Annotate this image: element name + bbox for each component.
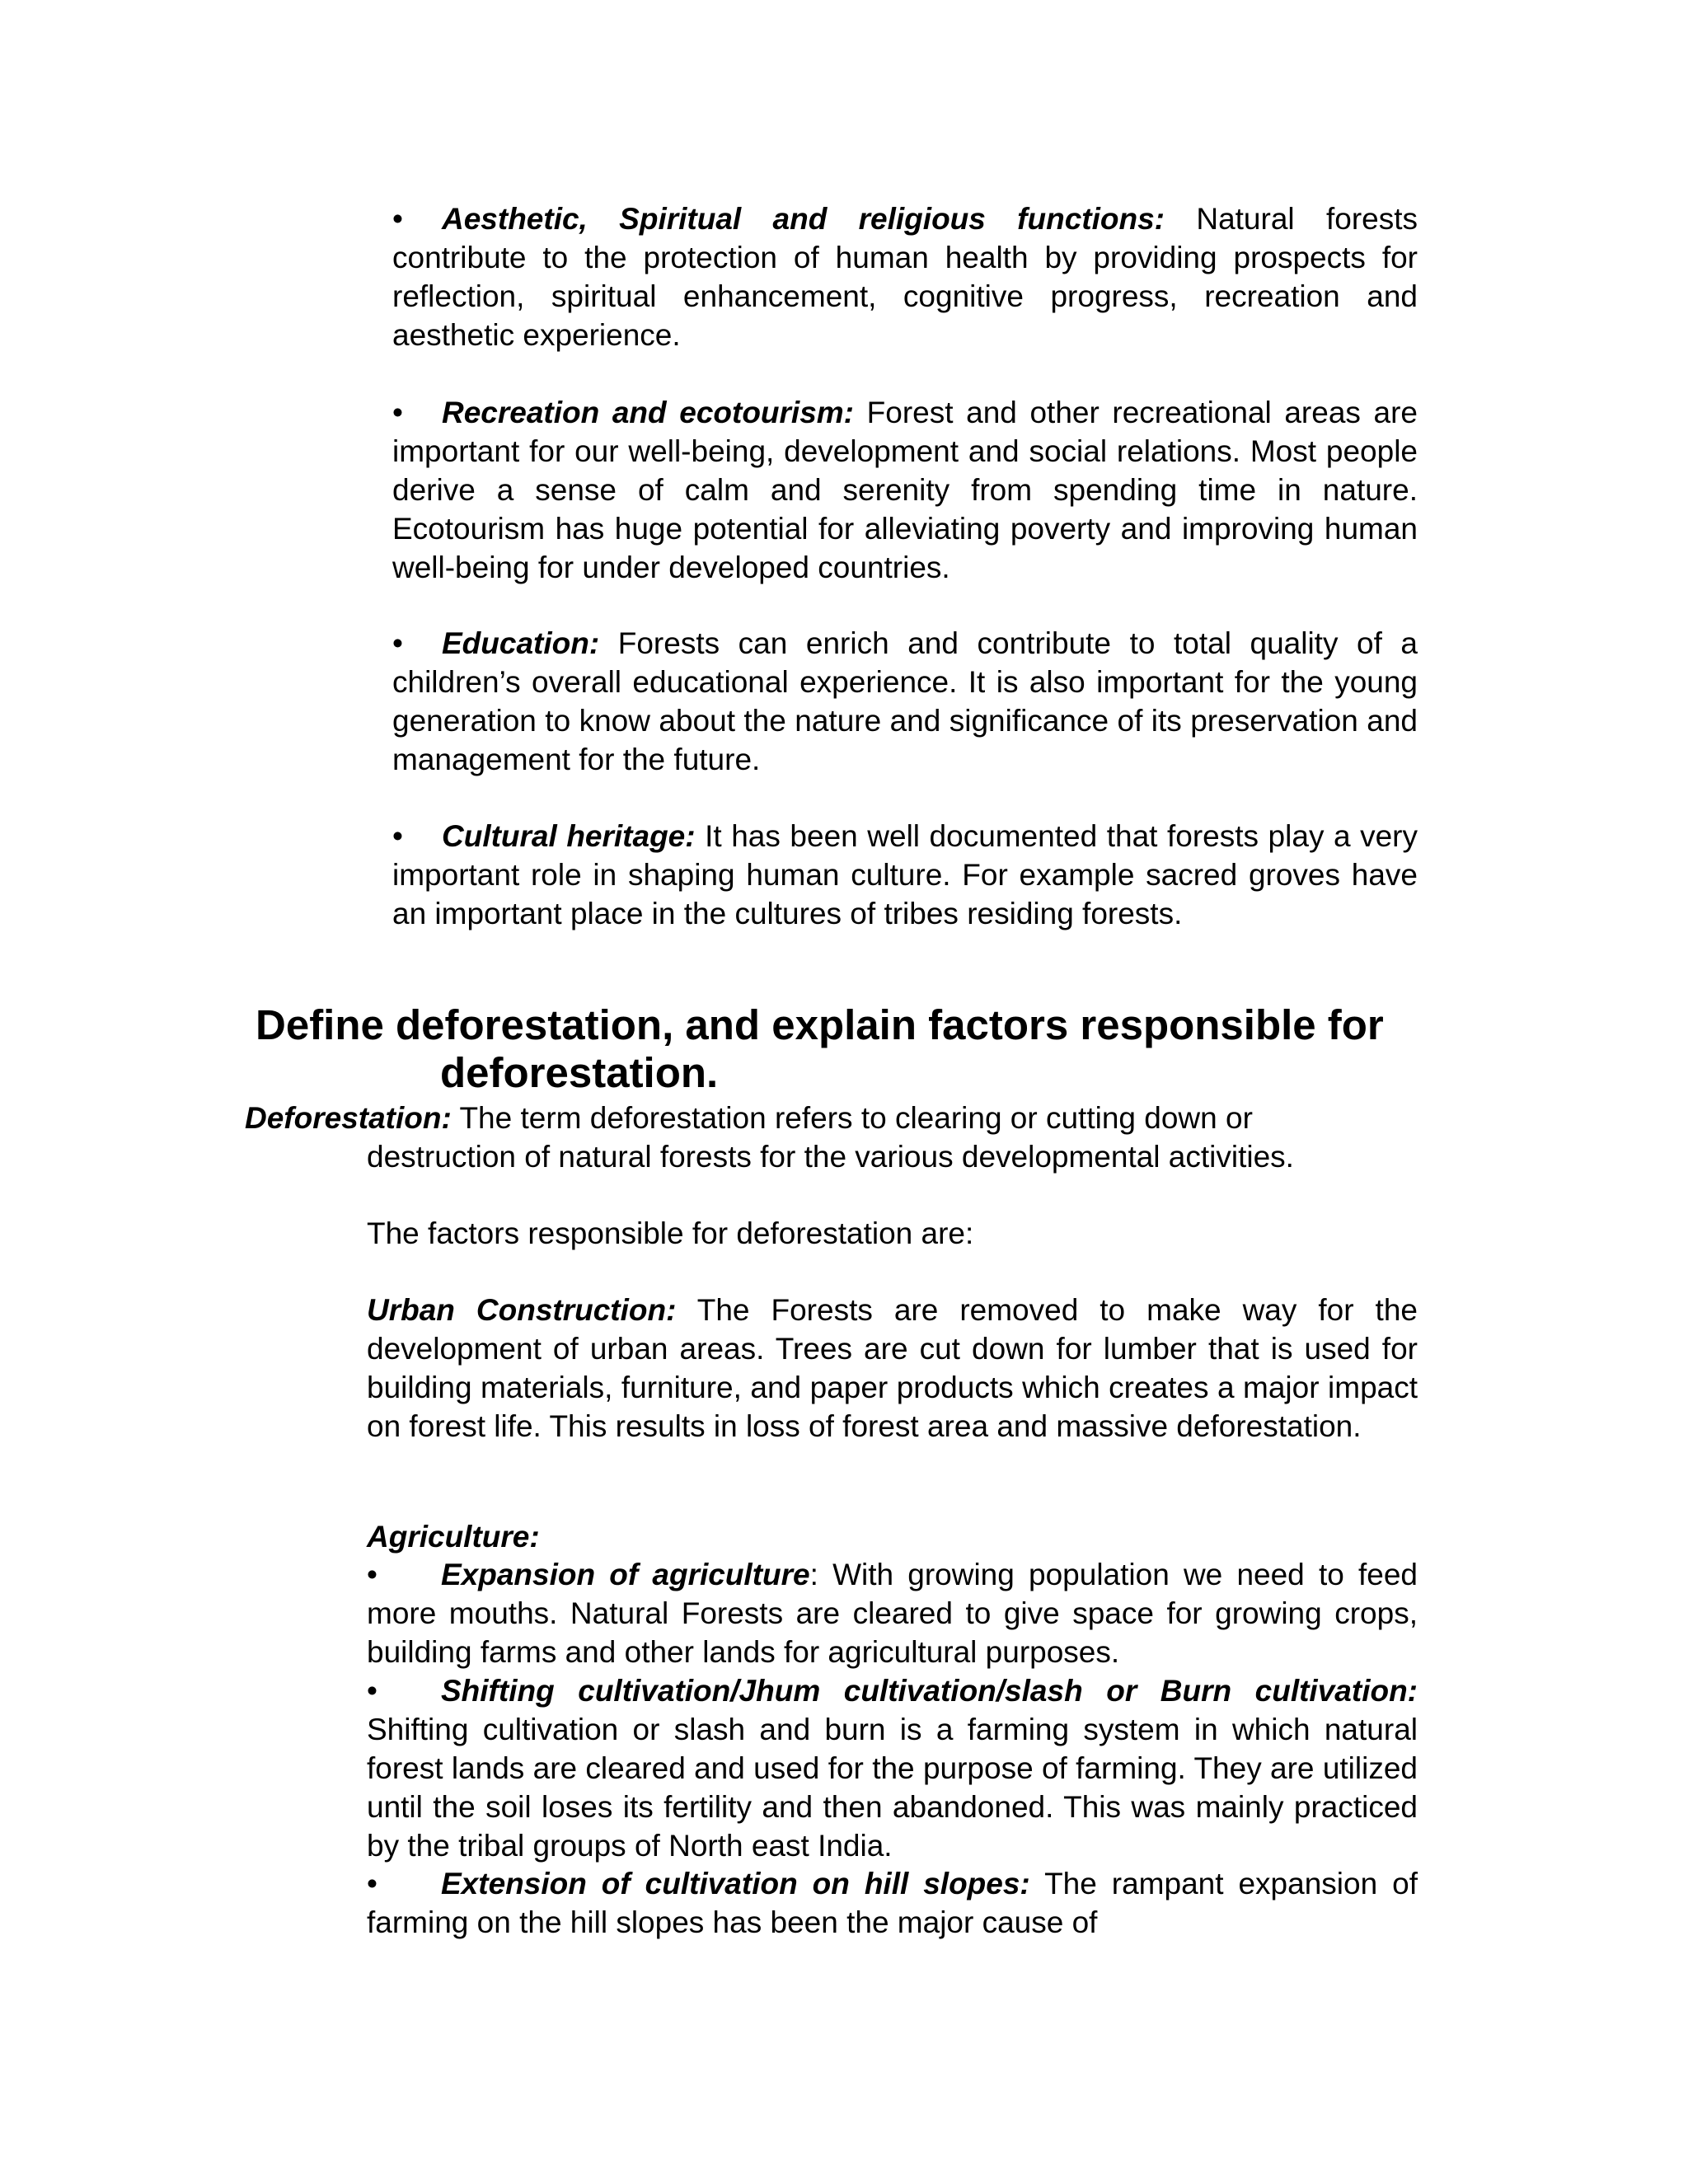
bullet-cultural-heritage — [392, 817, 1418, 933]
bullet-marker: • — [392, 202, 403, 236]
agriculture-item-shifting — [367, 1671, 1418, 1865]
agri-item-sep: : — [809, 1558, 818, 1591]
bullet-text: Natural forests contribute to the protection of human health by providing prospects for reflection, spiritual enhancement, cognitive progress, recreation and aesthetic experience. — [392, 202, 1418, 352]
urban-construction-paragraph — [367, 1291, 1418, 1446]
agri-item-text: The rampant expansion of farming on the hill slopes has been the major cause of — [367, 1867, 1418, 1939]
bullet-marker: • — [392, 626, 403, 660]
bullet-education — [392, 624, 1418, 779]
definition-paragraph — [245, 1099, 1418, 1176]
definition-text-first: The term deforestation refers to clearing or cutting down or — [459, 1101, 1253, 1135]
urban-title: Urban Construction: — [367, 1293, 677, 1327]
heading-line-1: Define deforestation, and explain factors responsible for — [256, 1001, 1384, 1048]
definition-text-rest: destruction of natural forests for the various developmental activities. — [367, 1140, 1294, 1174]
agriculture-item-hill-slopes — [367, 1864, 1418, 1942]
bullet-title: Education: — [442, 626, 600, 660]
heading-line-2: deforestation. — [440, 1049, 719, 1096]
bullet-marker: • — [367, 1674, 377, 1708]
bullet-title: Cultural heritage: — [442, 819, 696, 853]
factors-intro: The factors responsible for deforestation are: — [367, 1216, 974, 1250]
section-heading — [256, 1001, 1426, 1097]
bullet-recreation — [392, 393, 1418, 587]
urban-text: The Forests are removed to make way for the development of urban areas. Trees are cut down for lumber that is used for building materials, furniture, and paper products which creates a major impact on forest life. This results in loss of forest area and massive deforestation. — [367, 1293, 1418, 1443]
bullet-marker: • — [367, 1558, 377, 1591]
agriculture-item-expansion — [367, 1555, 1418, 1671]
bullet-marker: • — [392, 819, 403, 853]
bullet-title: Aesthetic, Spiritual and religious functions: — [442, 202, 1165, 236]
bullet-text: Forests can enrich and contribute to total quality of a children’s overall educational experience. It is also important for the young generation to know about the nature and significance of its preservation and management for the future. — [392, 626, 1418, 776]
bullet-aesthetic — [392, 199, 1418, 354]
definition-term: Deforestation: — [245, 1101, 452, 1135]
agri-item-text: Shifting cultivation or slash and burn is a farming system in which natural forest lands are cleared and used for the purpose of farming. They are utilized until the soil loses its fertility and then abandoned. This was mainly practiced by the tribal groups of North east India. — [367, 1713, 1418, 1863]
bullet-text: Forest and other recreational areas are important for our well-being, development and social relations. Most people derive a sense of calm and serenity from spending time in nature. Ecotourism has huge potential for alleviating poverty and improving human well-being for under developed countries. — [392, 396, 1418, 584]
bullet-title: Recreation and ecotourism: — [442, 396, 855, 429]
agri-item-title: Extension of cultivation on hill slopes: — [441, 1867, 1030, 1900]
bullet-marker: • — [392, 396, 403, 429]
agri-item-title: Shifting cultivation/Jhum cultivation/slash or Burn cultivation: — [441, 1674, 1418, 1708]
bullet-text: It has been well documented that forests play a very important role in shaping human culture. For example sacred groves have an important place in the cultures of tribes residing forests. — [392, 819, 1418, 930]
agri-item-title: Expansion of agriculture — [441, 1558, 810, 1591]
agriculture-title: Agriculture: — [367, 1520, 540, 1554]
bullet-marker: • — [367, 1867, 377, 1900]
agri-item-text: With growing population we need to feed more mouths. Natural Forests are cleared to give space for growing crops, building farms and other lands for agricultural purposes. — [367, 1558, 1418, 1669]
